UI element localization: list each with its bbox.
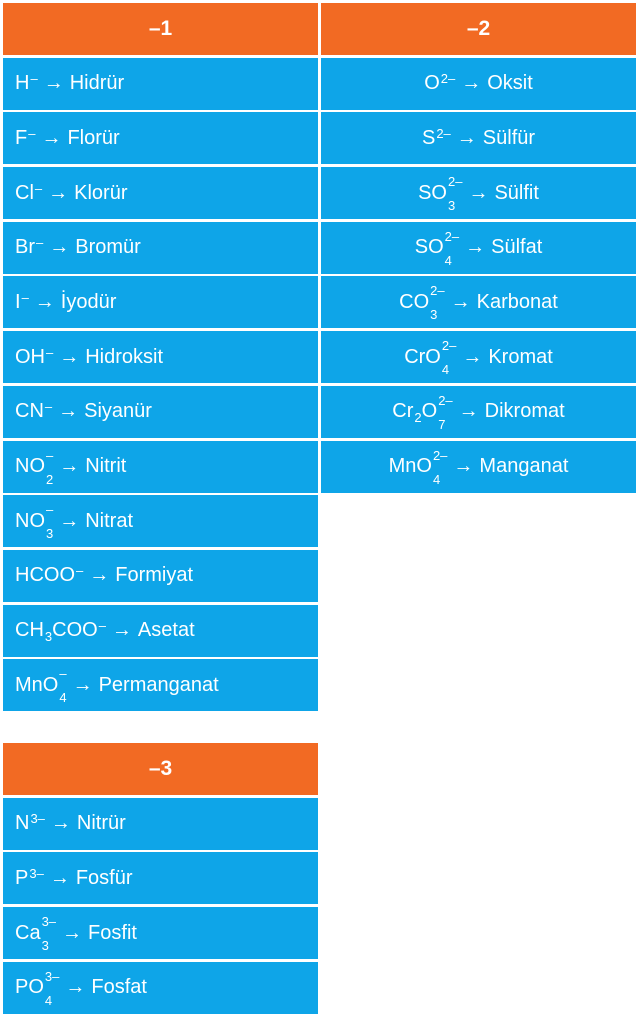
charge-minus-2-column (321, 3, 636, 495)
arrow-icon: → (59, 345, 80, 368)
ion-formula (422, 127, 451, 150)
ion-row (3, 907, 318, 959)
ion-row (3, 331, 318, 383)
formula-symbol: SO (418, 181, 447, 204)
arrow-icon: → (461, 72, 482, 95)
ion-formula (414, 228, 460, 268)
charge-superscript: – (46, 447, 54, 463)
formula-symbol: Br (15, 236, 35, 259)
ion-formula (15, 867, 44, 890)
formula-symbol: CrO (404, 345, 441, 368)
ion-row (3, 112, 318, 164)
ion-row (321, 386, 636, 438)
charge-superscript: 2– (444, 228, 460, 244)
charge-superscript: 3– (30, 811, 45, 827)
ion-name: Fosfür (75, 866, 133, 889)
ion-row (3, 167, 318, 219)
count-subscript: 3 (41, 938, 49, 954)
charge-superscript: – (30, 71, 38, 87)
ion-formula (15, 666, 67, 706)
formula-symbol: I (15, 290, 21, 313)
ion-formula (424, 72, 455, 95)
count-subscript: 4 (59, 690, 67, 706)
ion-row (3, 852, 318, 904)
ion-row (321, 276, 636, 328)
ion-name: Formiyat (115, 564, 194, 587)
ion-formula (15, 564, 83, 587)
ion-formula (15, 291, 29, 314)
formula-symbol: Ca (15, 921, 41, 944)
ion-row (3, 605, 318, 657)
charge-superscript: – (59, 666, 67, 682)
arrow-icon: → (34, 290, 55, 313)
charge-superscript: – (76, 563, 84, 579)
arrow-icon: → (49, 866, 70, 889)
ion-name: Manganat (479, 455, 569, 477)
arrow-icon: → (111, 619, 132, 642)
charge-superscript: 2– (432, 447, 448, 463)
arrow-icon: → (89, 564, 110, 587)
arrow-icon: → (50, 812, 71, 835)
charge-superscript: 2– (438, 392, 453, 408)
charge-superscript: 2– (430, 283, 445, 299)
charge-superscript: – (46, 502, 54, 518)
ion-row (321, 167, 636, 219)
column-header: –3 (3, 743, 318, 795)
arrow-icon: → (59, 509, 80, 532)
count-subscript: 3 (46, 526, 54, 542)
ion-formula (404, 338, 457, 378)
ion-row (3, 58, 318, 110)
arrow-icon: → (456, 126, 477, 149)
ion-row (3, 386, 318, 438)
count-subscript: 4 (432, 471, 441, 487)
formula-symbol: OH (15, 345, 45, 368)
ion-formula (15, 968, 60, 1008)
charge-superscript: 3– (29, 865, 44, 881)
ion-formula (15, 618, 106, 645)
formula-symbol: H (15, 72, 30, 95)
ion-formula (15, 812, 45, 835)
ion-row (321, 112, 636, 164)
ion-formula (15, 127, 35, 150)
arrow-icon: → (49, 236, 70, 259)
column-header: –2 (321, 3, 636, 55)
ion-formula (15, 914, 57, 954)
charge-superscript: – (21, 289, 29, 305)
count-subscript: 4 (444, 252, 452, 268)
ion-row (3, 659, 318, 711)
ion-formula (399, 283, 445, 323)
charge-minus-3-column (3, 743, 318, 1016)
formula-symbol: Cr (392, 400, 414, 423)
ion-name: Oksit (487, 72, 533, 95)
count-subscript: 4 (441, 362, 450, 378)
arrow-icon: → (58, 400, 79, 423)
charge-superscript: 2– (436, 125, 451, 141)
ion-name: Nitrür (76, 812, 126, 835)
ion-name: Sülfit (494, 181, 539, 204)
ion-row (3, 495, 318, 547)
ion-formula (15, 502, 54, 542)
ion-name: Sülfat (491, 236, 543, 259)
ion-formula (15, 400, 52, 423)
formula-symbol: SO (414, 236, 444, 259)
ion-formula (15, 346, 53, 369)
ion-formula (15, 182, 42, 205)
ion-name: Hidroksit (85, 345, 164, 368)
charge-superscript: 2– (447, 174, 463, 190)
count-subscript: 3 (44, 629, 53, 645)
charge-superscript: – (28, 125, 36, 141)
arrow-icon: → (462, 345, 483, 368)
ion-formula (15, 447, 54, 487)
formula-symbol: MnO (15, 673, 59, 696)
formula-symbol: MnO (388, 455, 432, 477)
arrow-icon: → (43, 72, 64, 95)
arrow-icon: → (48, 181, 69, 204)
count-subscript: 3 (430, 307, 438, 323)
ion-row (321, 222, 636, 274)
ion-name: Asetat (137, 619, 195, 642)
ion-formula (392, 392, 453, 432)
ion-row (3, 441, 318, 493)
charge-superscript: 3– (41, 914, 57, 930)
formula-symbol: N (15, 812, 30, 835)
arrow-icon: → (453, 455, 474, 477)
charge-superscript: 2– (441, 338, 457, 354)
ion-name: Nitrit (85, 455, 127, 477)
formula-symbol: S (421, 126, 436, 149)
arrow-icon: → (450, 290, 471, 313)
ion-row (321, 331, 636, 383)
formula-symbol: NO (15, 509, 45, 532)
formula-symbol: P (15, 866, 29, 889)
formula-symbol: COO (52, 619, 98, 642)
formula-symbol: O (421, 400, 438, 423)
ion-name: Siyanür (84, 400, 152, 423)
ion-row (3, 222, 318, 274)
count-subscript: 2 (414, 410, 422, 426)
ion-formula (15, 72, 38, 95)
arrow-icon: → (72, 673, 93, 696)
ion-name: Kromat (488, 345, 553, 368)
charge-superscript: – (34, 180, 43, 196)
ion-row (321, 441, 636, 493)
ion-formula (15, 236, 43, 259)
arrow-icon: → (41, 126, 62, 149)
ion-name: Hidrür (69, 72, 125, 95)
arrow-icon: → (468, 181, 489, 204)
ion-name: Nitrat (85, 509, 134, 532)
formula-symbol: Cl (15, 181, 34, 204)
charge-minus-1-column (3, 3, 318, 714)
ion-name: İyodür (60, 290, 117, 313)
ion-name: Karbonat (476, 290, 558, 313)
charge-superscript: 3– (44, 968, 60, 984)
ion-name: Bromür (75, 236, 141, 259)
formula-symbol: F (15, 126, 28, 149)
arrow-icon: → (465, 236, 486, 259)
charge-superscript: 2– (440, 71, 456, 87)
ion-row (3, 550, 318, 602)
ion-row (3, 962, 318, 1014)
charge-superscript: – (44, 399, 53, 415)
count-subscript: 3 (447, 198, 456, 214)
formula-symbol: HCOO (15, 564, 75, 587)
formula-symbol: PO (15, 976, 44, 999)
ion-row (321, 58, 636, 110)
formula-symbol: CN (15, 400, 44, 423)
arrow-icon: → (65, 976, 86, 999)
charge-superscript: – (46, 344, 54, 360)
arrow-icon: → (62, 921, 83, 944)
ion-row (3, 798, 318, 850)
count-subscript: 2 (46, 471, 54, 487)
formula-symbol: CO (399, 290, 430, 313)
ion-name: Klorür (74, 181, 128, 204)
ion-name: Fosfit (88, 921, 137, 944)
formula-symbol: CH (15, 619, 44, 642)
ion-name: Permanganat (98, 673, 219, 696)
charge-superscript: – (98, 618, 106, 634)
ion-name: Florür (67, 126, 120, 149)
charge-superscript: – (36, 235, 44, 251)
ion-formula (418, 174, 463, 214)
formula-symbol: NO (15, 455, 45, 477)
count-subscript: 7 (438, 416, 446, 432)
formula-symbol: O (424, 72, 440, 95)
column-header: –1 (3, 3, 318, 55)
ion-name: Sülfür (482, 126, 536, 149)
ion-name: Dikromat (484, 400, 565, 423)
ion-name: Fosfat (91, 976, 147, 999)
ion-formula (388, 447, 448, 487)
arrow-icon: → (458, 400, 479, 423)
count-subscript: 4 (44, 992, 53, 1008)
arrow-icon: → (59, 455, 80, 477)
ion-row (3, 276, 318, 328)
